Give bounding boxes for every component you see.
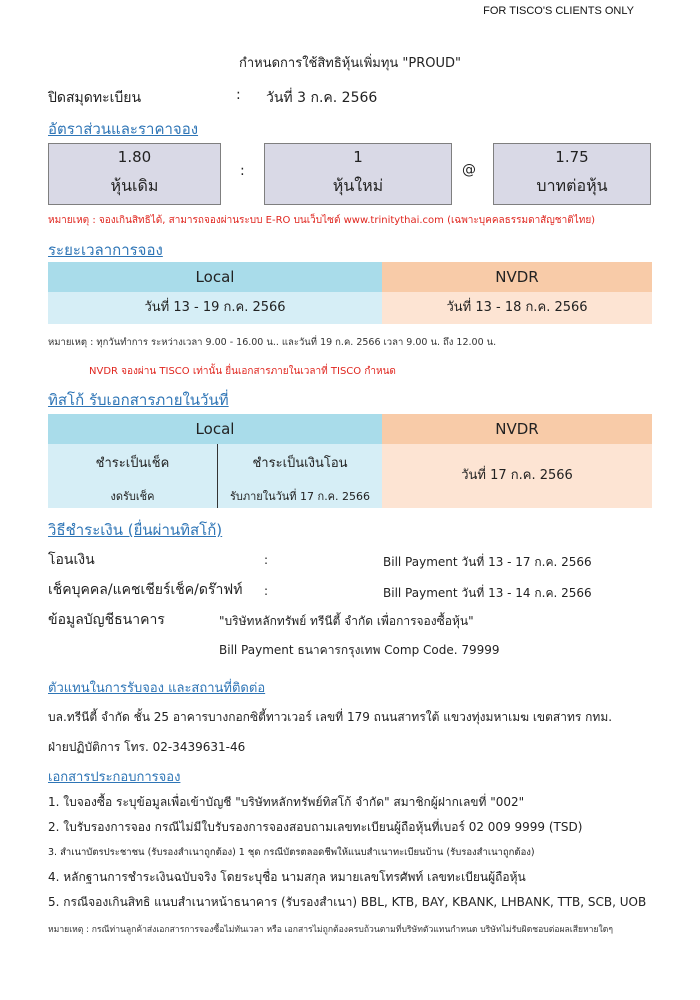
price-value: 1.75: [555, 148, 589, 166]
at-symbol: @: [462, 162, 476, 178]
new-shares-box: [264, 143, 452, 205]
deadline-nvdr-label: NVDR: [495, 420, 539, 438]
old-shares-value: 1.80: [117, 148, 152, 166]
period-local-date: วันที่ 13 - 19 ก.ค. 2566: [144, 300, 286, 315]
payment-transfer-value: Bill Payment วันที่ 13 - 17 ก.ค. 2566: [383, 555, 592, 569]
old-shares-box: [48, 143, 221, 205]
payment-cheque-colon: :: [264, 584, 269, 598]
docs-deadline-heading: ทิสโก้ รับเอกสารภายในวันที่: [48, 391, 229, 409]
payment-transfer-colon: :: [264, 553, 269, 567]
period-nvdr-header: [382, 262, 652, 292]
deadline-nvdr-value: วันที่ 17 ก.ค. 2566: [461, 468, 573, 483]
transfer-label: ชำระเป็นเงินโอน: [252, 456, 348, 471]
document-item: 5. กรณีจองเกินสิทธิ แนบสำเนาหน้าธนาคาร (รับรองสำเนา) BBL, KTB, BAY, KBANK, LHBANK, TTB, SCB, UOB: [48, 895, 647, 909]
clients-only-note: FOR TISCO'S CLIENTS ONLY: [483, 5, 634, 17]
cheque-label: ชำระเป็นเช็ค: [95, 456, 170, 471]
documents-note: หมายเหตุ : กรณีท่านลูกค้าส่งเอกสารการจองซื้อไม่ทันเวลา หรือ เอกสารไม่ถูกต้องครบถ้วนตามที่บริษัทตัวแทนกำหนด บริษัทไม่รับผิดชอบต่อผลเสียหายใดๆ: [48, 925, 613, 935]
old-shares-unit: หุ้นเดิม: [110, 176, 159, 195]
price-unit: บาทต่อหุ้น: [536, 176, 608, 195]
bank-comp-code: Bill Payment ธนาคารกรุงเทพ Comp Code. 79999: [219, 643, 500, 657]
document-item: 1. ใบจองซื้อ ระบุข้อมูลเพื่อเข้าบัญชี "บริษัทหลักทรัพย์ทิสโก้ จำกัด" สมาชิกผู้ฝากเลขที่ "002": [48, 795, 525, 809]
document-item: 3. สำเนาบัตรประชาชน (รับรองสำเนาถูกต้อง) 1 ชุด กรณีบัตรตลอดชีพให้แนบสำเนาทะเบียนบ้าน (รับรองสำเนาถูกต้อง): [48, 847, 535, 858]
document-item: 4. หลักฐานการชำระเงินฉบับจริง โดยระบุชื่อ นามสกุล หมายเลขโทรศัพท์ เลขทะเบียนผู้ถือหุ้น: [48, 870, 526, 884]
payment-heading: วิธีชำระเงิน (ยื่นผ่านทิสโก้): [48, 521, 223, 539]
agent-phone: ฝ่ายปฏิบัติการ โทร. 02-3439631-46: [48, 740, 246, 754]
agent-heading: ตัวแทนในการรับจอง และสถานที่ติดต่อ: [48, 681, 266, 696]
agent-address: บล.ทรีนีตี้ จำกัด ชั้น 25 อาคารบางกอกซิตี้ทาวเวอร์ เลขที่ 179 ถนนสาทรใต้ แขวงทุ่งมหาเมฆ เขตสาทร กทม.: [48, 710, 613, 724]
new-shares-value: 1: [353, 148, 363, 166]
book-close-date: วันที่ 3 ก.ค. 2566: [266, 90, 378, 106]
document-item: 2. ใบรับรองการจอง กรณีไม่มีใบรับรองการจองสอบถามเลขทะเบียนผู้ถือหุ้นที่เบอร์ 02 009 9999 (TSD): [48, 820, 583, 834]
page-title: กำหนดการใช้สิทธิหุ้นเพิ่มทุน "PROUD": [238, 56, 462, 71]
ratio-separator: :: [240, 163, 245, 179]
period-note: หมายเหตุ : ทุกวันทำการ ระหว่างเวลา 9.00 - 16.00 น.. และวันที่ 19 ก.ค. 2566 เวลา 9.00 น. ถึง 12.00 น.: [48, 337, 497, 348]
transfer-value: รับภายในวันที่ 17 ก.ค. 2566: [229, 490, 371, 503]
period-heading: ระยะเวลาการจอง: [48, 241, 163, 259]
deadline-nvdr-cell: [382, 444, 652, 508]
period-local-cell: [48, 292, 382, 324]
book-close-label: ปิดสมุดทะเบียน: [48, 90, 142, 106]
cheque-value: งดรับเช็ค: [110, 490, 155, 503]
period-nvdr-label: NVDR: [495, 268, 539, 286]
price-box: [493, 143, 651, 205]
new-shares-unit: หุ้นใหม่: [332, 176, 384, 195]
book-close-colon: :: [236, 87, 241, 103]
ratio-note: หมายเหตุ : จองเกินสิทธิได้, สามารถจองผ่านระบบ E-RO บนเว็บไซต์ www.trinitythai.com (เฉพาะบุคคลธรรมดาสัญชาติไทย): [48, 215, 596, 226]
period-nvdr-date: วันที่ 13 - 18 ก.ค. 2566: [446, 300, 588, 315]
cheque-cell: [48, 444, 218, 508]
deadline-local-label: Local: [195, 420, 235, 438]
payment-transfer-label: โอนเงิน: [48, 552, 95, 568]
transfer-cell: [218, 444, 382, 508]
documents-heading: เอกสารประกอบการจอง: [48, 770, 181, 785]
period-local-header: [48, 262, 382, 292]
period-nvdr-cell: [382, 292, 652, 324]
payment-cheque-label: เช็คบุคคล/แคชเชียร์เช็ค/ดร๊าฟท์: [48, 582, 243, 598]
period-local-label: Local: [195, 268, 235, 286]
payment-cheque-value: Bill Payment วันที่ 13 - 14 ก.ค. 2566: [383, 586, 592, 600]
bank-label: ข้อมูลบัญชีธนาคาร: [48, 612, 165, 628]
deadline-local-header: [48, 414, 382, 444]
nvdr-note: NVDR จองผ่าน TISCO เท่านั้น ยื่นเอกสารภายในเวลาที่ TISCO กำหนด: [89, 366, 396, 377]
deadline-nvdr-header: [382, 414, 652, 444]
bank-account-name: "บริษัทหลักทรัพย์ ทรีนีตี้ จำกัด เพื่อการจองซื้อหุ้น": [219, 614, 474, 628]
ratio-heading: อัตราส่วนและราคาจอง: [48, 120, 199, 138]
